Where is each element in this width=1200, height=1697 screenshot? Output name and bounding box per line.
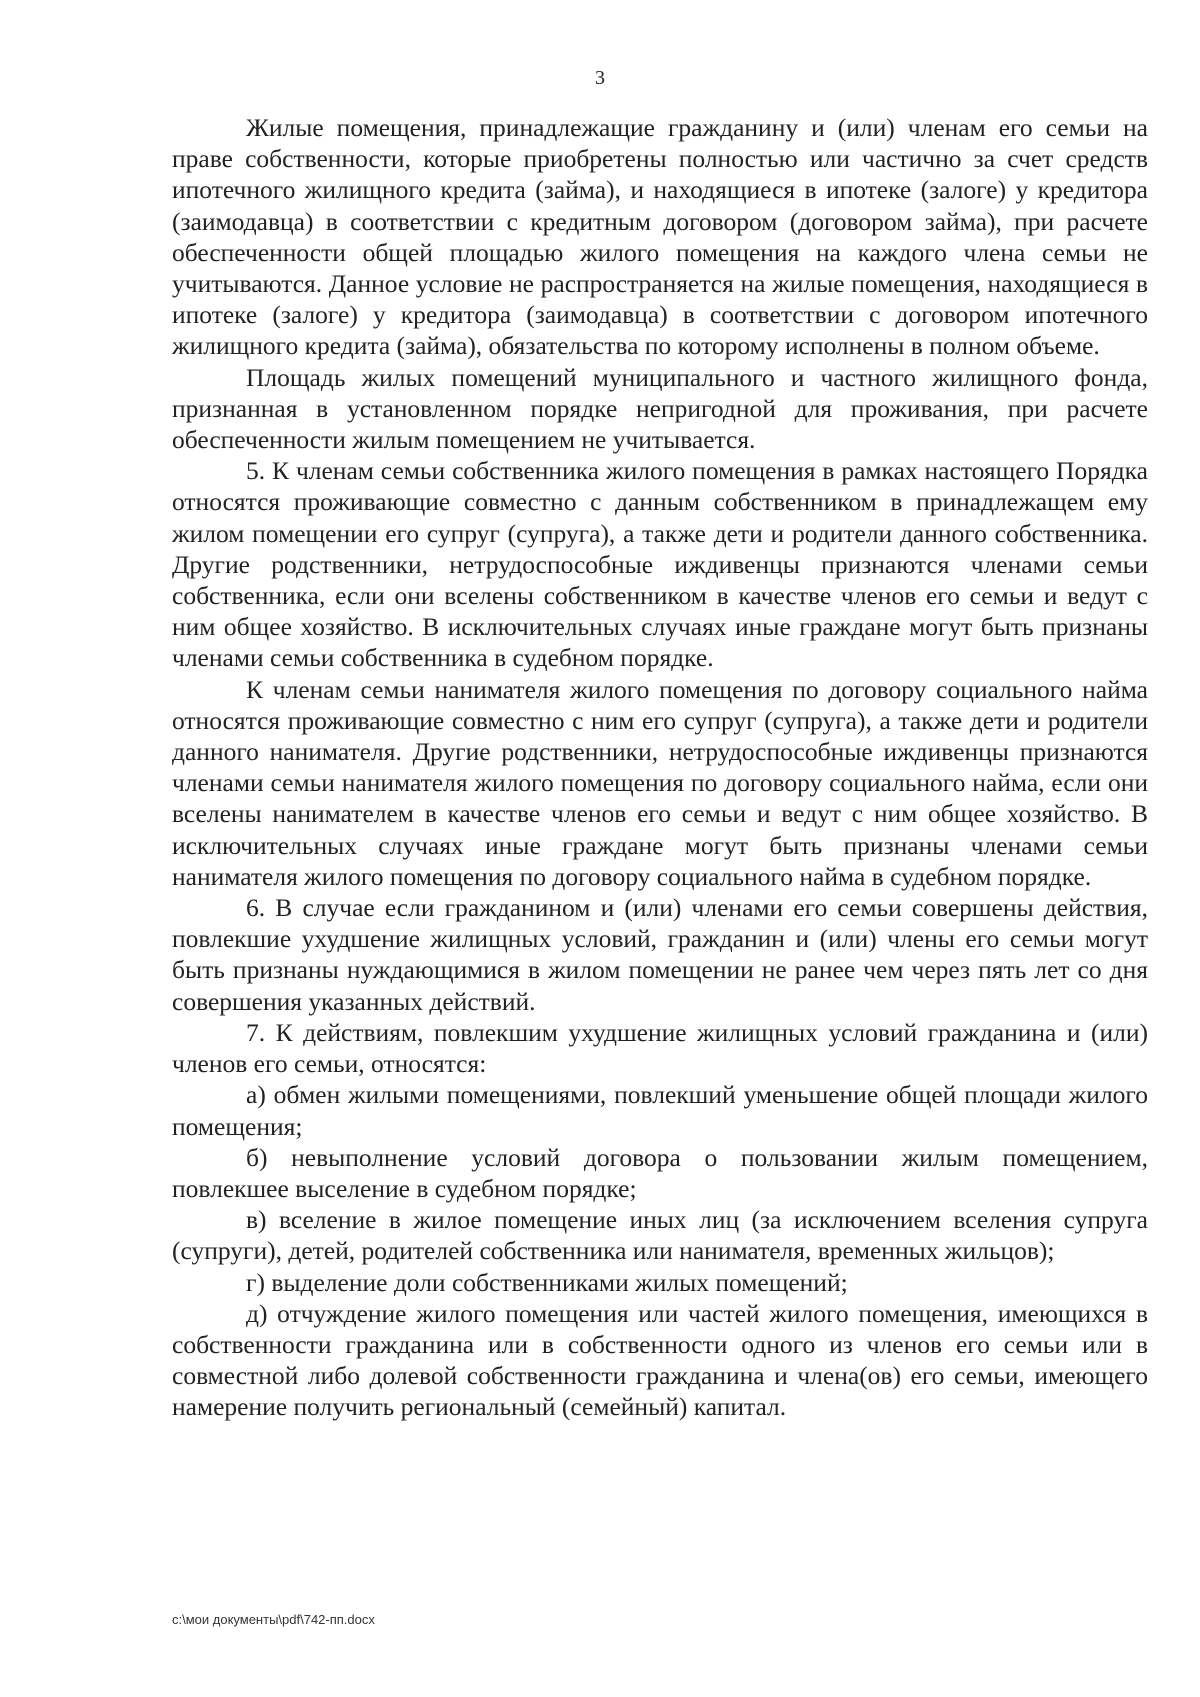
- paragraph-mortgage-housing: Жилые помещения, принадлежащие гражданину и (или) членам его семьи на праве собственности, которые приобретены полностью или частично за счет средств ипотечного жилищного кредита (займа), и находящиеся в ипотеке (залоге) у кредитора (заимодавца) в соответствии с кредитным договором (договором займа), при расчете обеспеченности общей площадью жилого помещения на каждого члена семьи не учитываются. Данное условие не распространяется на жилые помещения, находящиеся в ипотеке (залоге) у кредитора (заимодавца) в соответствии с договором ипотечного жилищного кредита (займа), обязательства по которому исполнены в полном объеме.: [172, 113, 1148, 361]
- paragraph-unfit-housing: Площадь жилых помещений муниципального и частного жилищного фонда, признанная в установленном порядке непригодной для проживания, при расчете обеспеченности жилым помещением не учитывается.: [172, 362, 1148, 455]
- paragraph-item-5-owner-family: 5. К членам семьи собственника жилого помещения в рамках настоящего Порядка относятся проживающие совместно с данным собственником в принадлежащем ему жилом помещении его супруг (супруга), а также дети и родители данного собственника. Другие родственники, нетрудоспособные иждивенцы признаются членами семьи собственника, если они вселены собственником в качестве членов его семьи и ведут с ним общее хозяйство. В исключительных случаях иные граждане могут быть признаны членами семьи собственника в судебном порядке.: [172, 456, 1148, 673]
- footer-file-path: c:\мои документы\pdf\742-пп.docx: [172, 1612, 375, 1627]
- list-item-v: в) вселение в жилое помещение иных лиц (за исключением вселения супруга (супруги), детей, родителей собственника или нанимателя, временных жильцов);: [172, 1205, 1148, 1266]
- list-item-d: д) отчуждение жилого помещения или частей жилого помещения, имеющихся в собственности гражданина или в собственности одного из членов его семьи или в совместной либо долевой собственности гражданина и члена(ов) его семьи, имеющего намерение получить региональный (семейный) капитал.: [172, 1298, 1148, 1422]
- list-item-g: г) выделение доли собственниками жилых помещений;: [246, 1267, 848, 1297]
- document-body: [172, 112, 1148, 1423]
- list-item-b: б) невыполнение условий договора о пользовании жилым помещением, повлекшее выселение в судебном порядке;: [172, 1142, 1148, 1203]
- list-item-a: а) обмен жилыми помещениями, повлекший уменьшение общей площади жилого помещения;: [172, 1080, 1148, 1141]
- page-number: 3: [595, 67, 605, 89]
- paragraph-item-7: 7. К действиям, повлекшим ухудшение жилищных условий гражданина и (или) членов его семьи, относятся:: [172, 1017, 1148, 1079]
- paragraph-tenant-family: К членам семьи нанимателя жилого помещения по договору социального найма относятся проживающие совместно с ним его супруг (супруга), а также дети и родители данного нанимателя. Другие родственники, нетрудоспособные иждивенцы признаются членами семьи нанимателя жилого помещения по договору социального найма, если они вселены нанимателем в качестве членов его семьи и ведут с ним общее хозяйство. В исключительных случаях иные граждане могут быть признаны членами семьи нанимателя жилого помещения по договору социального найма в судебном порядке.: [172, 674, 1148, 891]
- paragraph-item-6: 6. В случае если гражданином и (или) членами его семьи совершены действия, повлекшие ухудшение жилищных условий, гражданин и (или) члены его семьи могут быть признаны нуждающимися в жилом помещении не ранее чем через пять лет со дня совершения указанных действий.: [172, 893, 1148, 1016]
